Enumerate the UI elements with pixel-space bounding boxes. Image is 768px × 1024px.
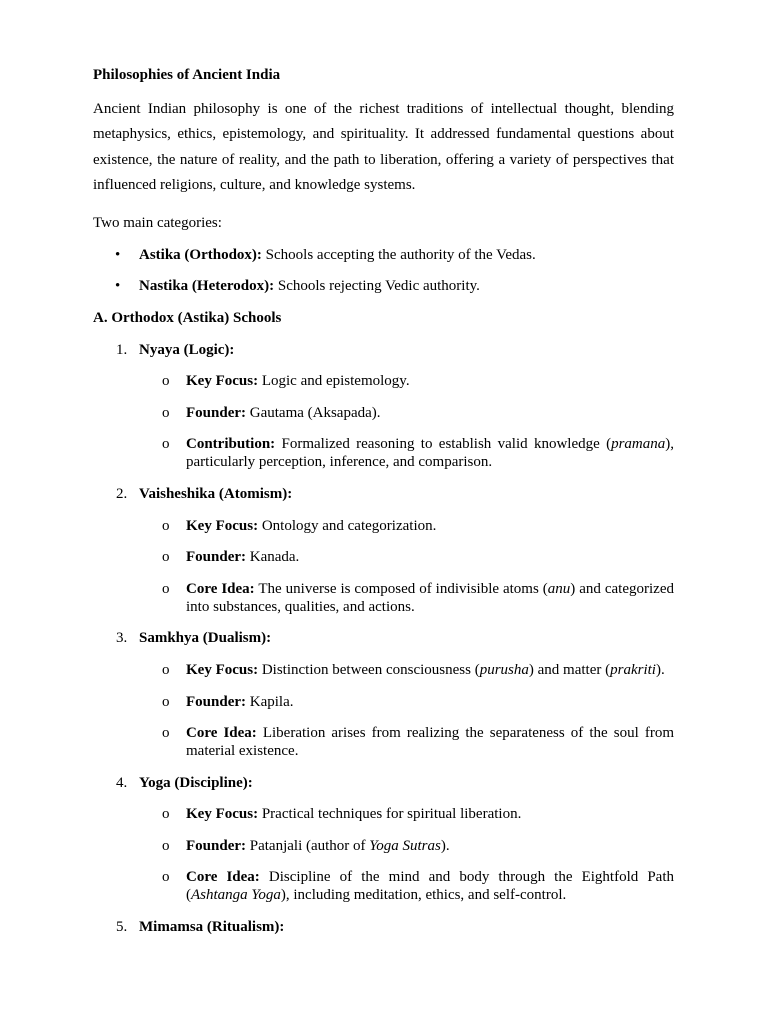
detail-text: Discipline of the mind and body through the Eightfold Path (: [186, 869, 674, 904]
sub-bullet-icon: o: [162, 549, 170, 566]
school-number: 5.: [116, 919, 128, 936]
detail-label: Key Focus:: [186, 373, 259, 390]
school-item: [93, 918, 674, 936]
categories-label: Two main categories:: [93, 215, 222, 232]
detail-term: prakriti: [610, 661, 656, 678]
school-heading: [93, 774, 674, 792]
detail-item: [93, 435, 674, 471]
detail-item: [93, 372, 674, 390]
detail-text: ), particularly perception, inference, and comparison.: [186, 436, 674, 471]
detail-text: Kanada.: [246, 549, 300, 566]
detail-text: Logic and epistemology.: [258, 373, 410, 390]
school-title: Yoga (Discipline):: [139, 774, 253, 791]
detail-item: [93, 805, 674, 823]
detail-label: Core Idea:: [186, 725, 257, 742]
detail-text: ).: [655, 661, 665, 678]
detail-text: ).: [440, 837, 450, 854]
school-heading: [93, 341, 674, 359]
detail-label: Core Idea:: [186, 869, 260, 886]
school-item: [93, 485, 674, 616]
school-number: 1.: [116, 341, 128, 358]
detail-label: Key Focus:: [186, 517, 259, 534]
school-item: [93, 341, 674, 472]
detail-item: [93, 517, 674, 535]
detail-label: Key Focus:: [186, 806, 259, 823]
school-details-list: [93, 661, 674, 760]
detail-label: Founder:: [186, 837, 246, 854]
school-number: 2.: [116, 485, 128, 502]
detail-item: [93, 724, 674, 760]
detail-item: [93, 404, 674, 422]
detail-item: [93, 868, 674, 904]
detail-text: ) and matter (: [528, 661, 611, 678]
category-text: Schools rejecting Vedic authority.: [274, 278, 480, 295]
sub-bullet-icon: o: [162, 693, 170, 710]
sub-bullet-icon: o: [162, 404, 170, 421]
category-text: Schools accepting the authority of the Vedas.: [261, 246, 536, 263]
category-item: [93, 277, 674, 295]
detail-text: Ontology and categorization.: [258, 517, 437, 534]
sub-bullet-icon: o: [162, 869, 170, 886]
school-title: Mimamsa (Ritualism):: [139, 919, 285, 936]
school-details-list: [93, 517, 674, 616]
school-heading: [93, 918, 674, 936]
detail-item: [93, 837, 674, 855]
sub-bullet-icon: o: [162, 725, 170, 742]
bullet-icon: •: [115, 278, 121, 295]
school-details-list: [93, 372, 674, 471]
detail-text: Gautama (Aksapada).: [246, 404, 381, 421]
school-item: [93, 629, 674, 760]
detail-text: ), including meditation, ethics, and self-control.: [280, 887, 567, 904]
detail-label: Key Focus:: [186, 661, 259, 678]
intro-paragraph: Ancient Indian philosophy is one of the richest traditions of intellectual thought, blending metaphysics, ethics, epistemology, and spirituality. It addressed fundamental questions about existence, the nature of reality, and the path to liberation, offering a variety of perspectives that influenced religions, culture, and knowledge systems.: [93, 101, 674, 193]
detail-item: [93, 661, 674, 679]
school-title: Vaisheshika (Atomism):: [139, 485, 293, 502]
school-title: Nyaya (Logic):: [139, 341, 235, 358]
section-title: A. Orthodox (Astika) Schools: [93, 309, 282, 326]
detail-term: Yoga Sutras: [369, 837, 441, 854]
detail-term: pramana: [611, 436, 666, 453]
sub-bullet-icon: o: [162, 517, 170, 534]
school-details-list: [93, 805, 674, 904]
detail-label: Founder:: [186, 693, 246, 710]
detail-item: [93, 548, 674, 566]
sub-bullet-icon: o: [162, 373, 170, 390]
detail-label: Contribution:: [186, 436, 276, 453]
detail-text: Patanjali (author of: [246, 837, 370, 854]
detail-label: Core Idea:: [186, 580, 255, 597]
detail-text: Distinction between consciousness (: [258, 661, 480, 678]
detail-item: [93, 693, 674, 711]
detail-term: purusha: [479, 661, 529, 678]
category-item: [93, 246, 674, 264]
school-item: [93, 774, 674, 905]
school-heading: [93, 485, 674, 503]
category-label: Nastika (Heterodox):: [139, 278, 275, 295]
detail-text: Kapila.: [246, 693, 294, 710]
detail-term: Ashtanga Yoga: [191, 887, 281, 904]
sub-bullet-icon: o: [162, 436, 170, 453]
sub-bullet-icon: o: [162, 580, 170, 597]
detail-text: ) and categorized into substances, qualities, and actions.: [186, 580, 674, 615]
detail-text: The universe is composed of indivisible atoms (: [254, 580, 548, 597]
document-content: [93, 66, 674, 936]
detail-label: Founder:: [186, 549, 246, 566]
schools-list: [93, 341, 674, 937]
detail-item: [93, 580, 674, 616]
category-label: Astika (Orthodox):: [139, 246, 262, 263]
detail-term: anu: [547, 580, 571, 597]
detail-text: Liberation arises from realizing the separateness of the soul from material existence.: [186, 725, 674, 760]
school-heading: [93, 629, 674, 647]
school-number: 4.: [116, 774, 128, 791]
sub-bullet-icon: o: [162, 661, 170, 678]
detail-text: Formalized reasoning to establish valid knowledge (: [275, 436, 612, 453]
detail-text: Practical techniques for spiritual liberation.: [258, 806, 522, 823]
school-number: 3.: [116, 630, 128, 647]
categories-list: [93, 246, 674, 296]
sub-bullet-icon: o: [162, 806, 170, 823]
sub-bullet-icon: o: [162, 837, 170, 854]
bullet-icon: •: [115, 246, 121, 263]
document-title: Philosophies of Ancient India: [93, 67, 281, 83]
detail-label: Founder:: [186, 404, 246, 421]
school-title: Samkhya (Dualism):: [139, 630, 272, 647]
